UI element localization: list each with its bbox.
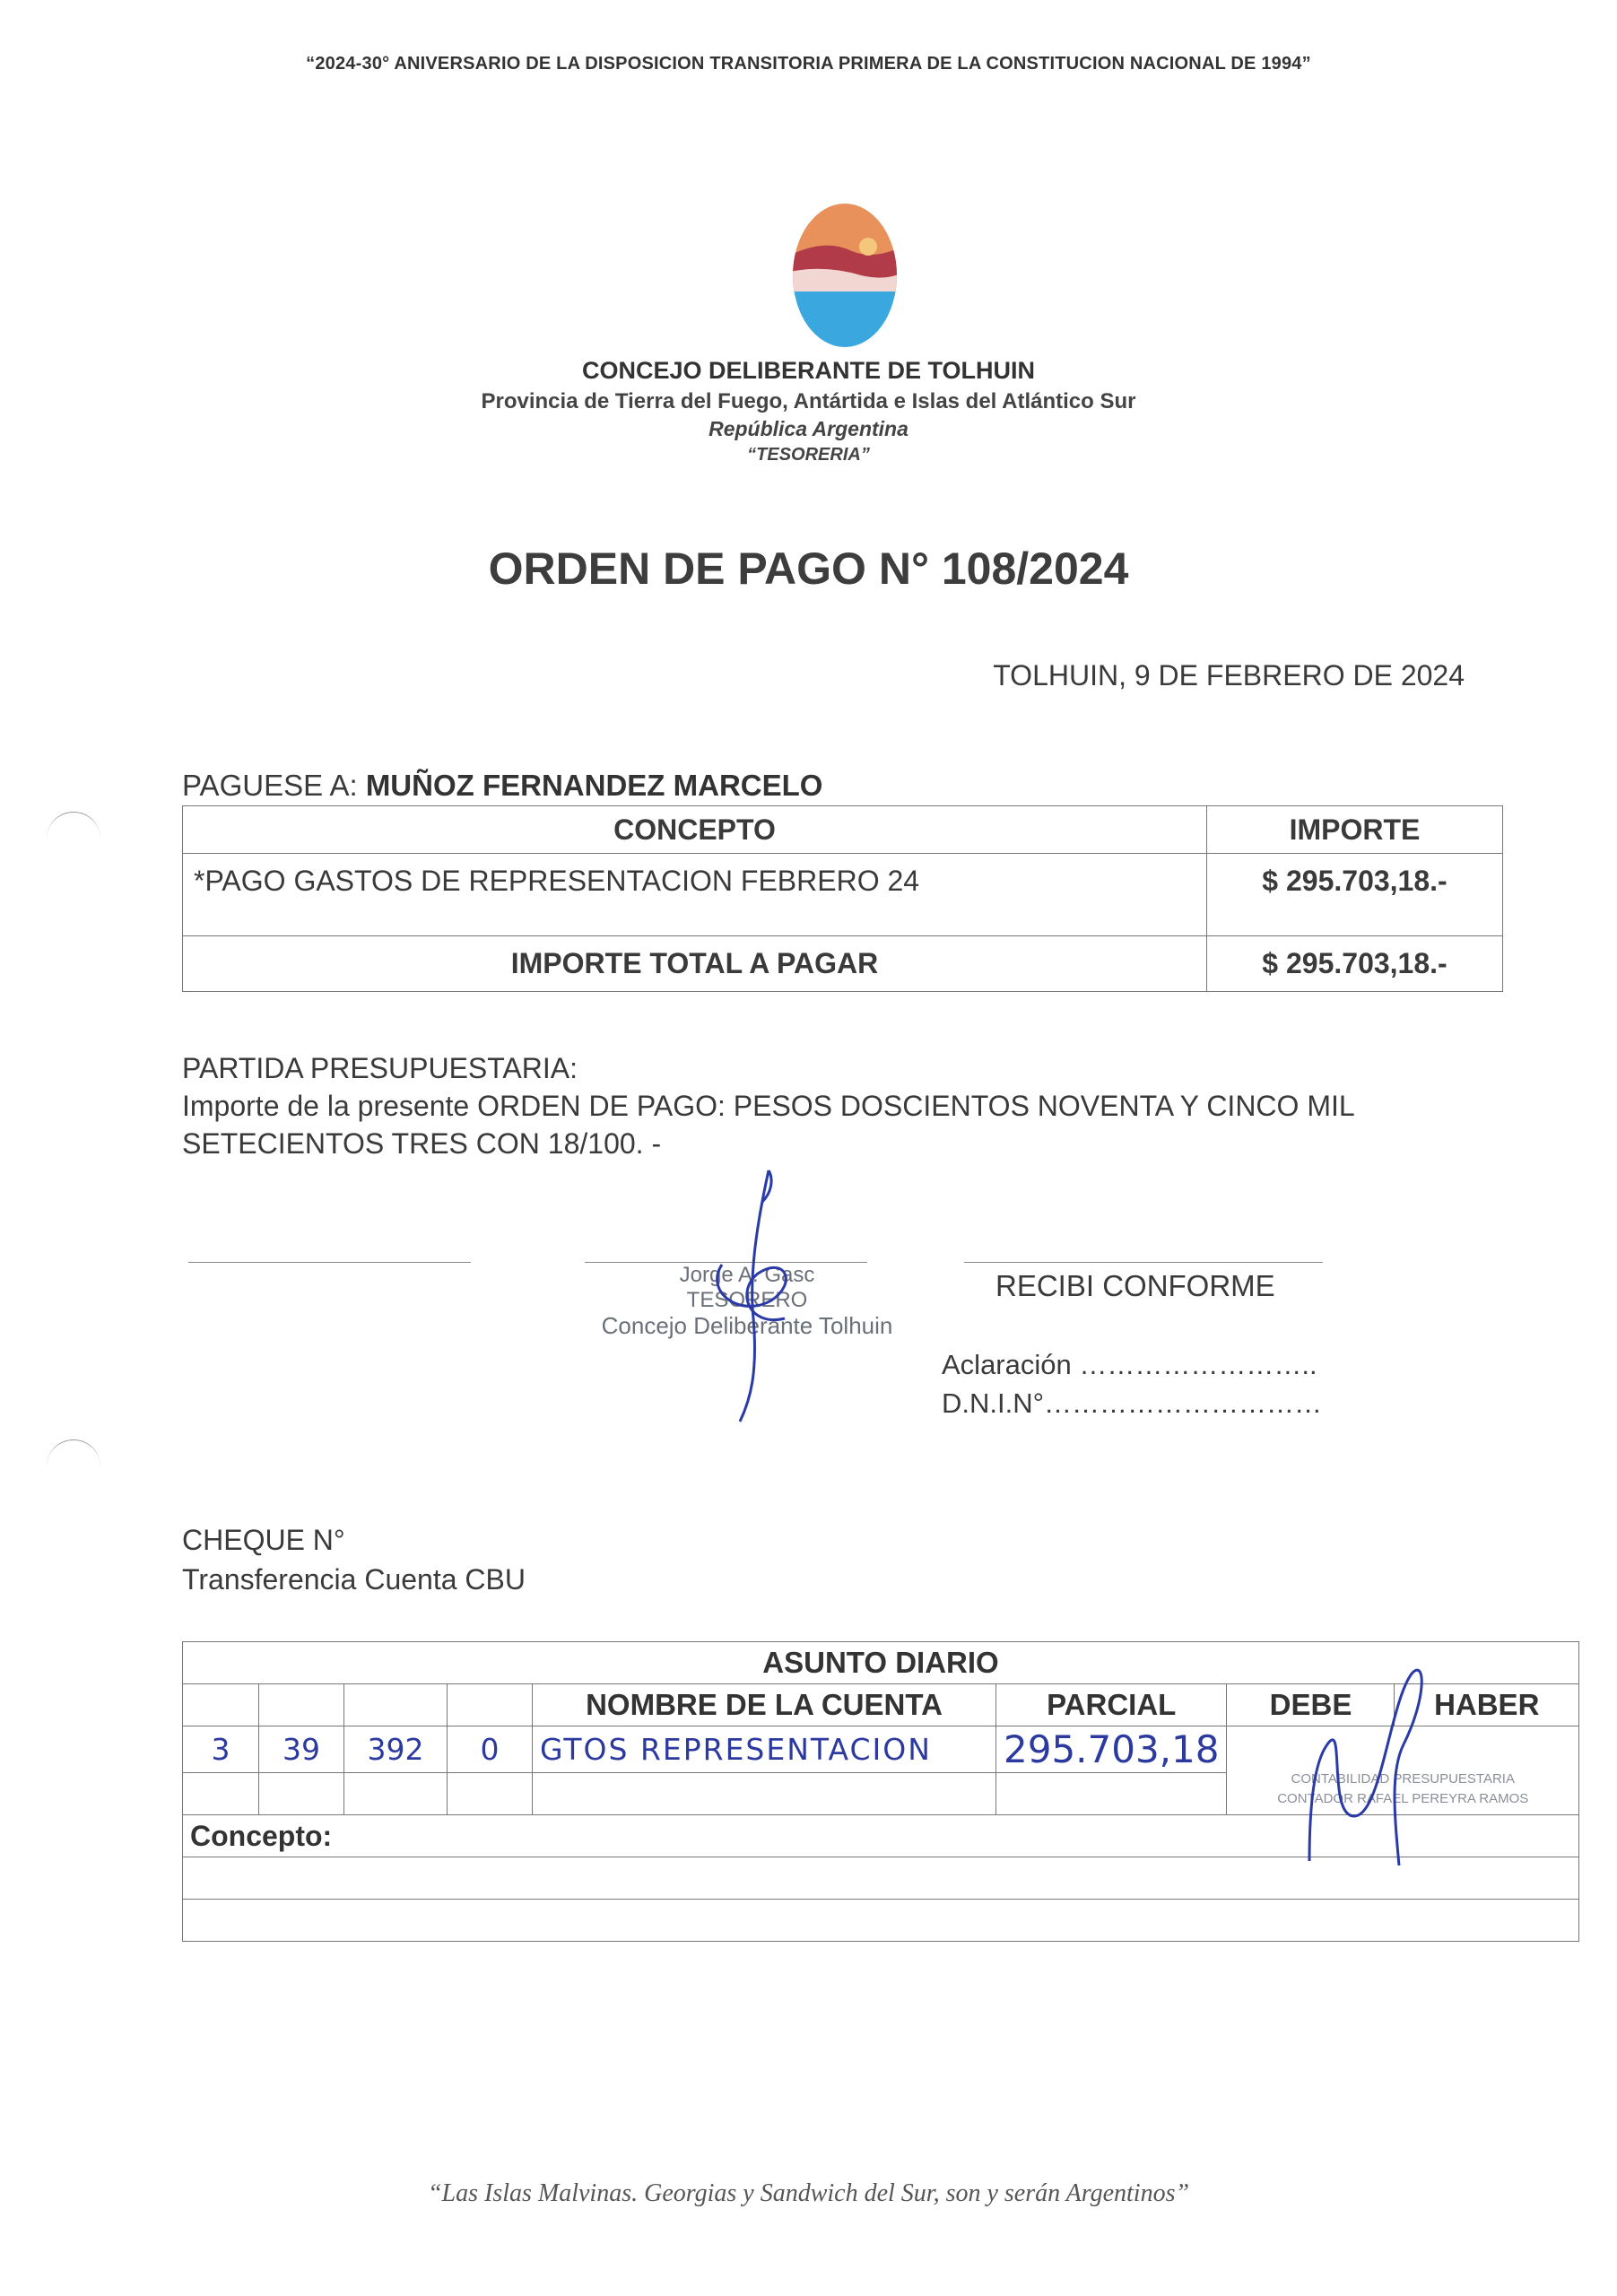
account-code-2: 39 <box>259 1726 344 1773</box>
stamp-role: TESORERO <box>686 1288 808 1312</box>
journal-col-empty <box>344 1684 448 1726</box>
journal-empty-cell <box>183 1773 259 1815</box>
account-code-4: 0 <box>448 1726 533 1773</box>
amount-in-words: Importe de la presente ORDEN DE PAGO: PESOS DOSCIENTOS NOVENTA Y CINCO MIL SETECIENTOS TRES CON 18/100. - <box>182 1090 1354 1160</box>
concept-cell: *PAGO GASTOS DE REPRESENTACION FEBRERO 24 <box>183 854 1207 936</box>
payee-name: MUÑOZ FERNANDEZ MARCELO <box>365 769 823 802</box>
journal-concept-label: Concepto: <box>183 1815 1579 1857</box>
debit-header: DEBE <box>1227 1684 1395 1726</box>
receiver-fields <box>942 1345 1322 1422</box>
receipt-label: RECIBI CONFORME <box>995 1269 1275 1302</box>
total-amount: $ 295.703,18.- <box>1207 936 1503 992</box>
journal-col-empty <box>448 1684 533 1726</box>
department-name: “TESORERIA” <box>747 445 870 465</box>
journal-empty-cell <box>996 1773 1227 1815</box>
council-logo <box>789 202 901 350</box>
journal-col-empty <box>259 1684 344 1726</box>
accounting-stamp-line2: CONTADOR RAFAEL PEREYRA RAMOS <box>1277 1791 1529 1806</box>
stamp-name: Jorge A. Gasc <box>679 1263 815 1287</box>
partial-amount: 295.703,18 <box>996 1726 1227 1773</box>
account-code-1: 3 <box>183 1726 259 1773</box>
stamp-org: Concejo Deliberante Tolhuin <box>601 1312 893 1339</box>
journal-empty-cell <box>448 1773 533 1815</box>
province-name: Provincia de Tierra del Fuego, Antártida e Islas del Atlántico Sur <box>481 389 1136 413</box>
punch-hole-mark <box>47 812 100 848</box>
footer-motto: “Las Islas Malvinas. Georgias y Sandwich del Sur, son y serán Argentinos” <box>427 2179 1190 2207</box>
payee-label: PAGUESE A: <box>182 769 366 802</box>
payee-line <box>182 769 822 803</box>
account-name-header: NOMBRE DE LA CUENTA <box>533 1684 996 1726</box>
payment-method <box>182 1520 526 1599</box>
id-number-field: D.N.I.N°………………………… <box>942 1387 1323 1419</box>
transfer-label: Transferencia Cuenta CBU <box>182 1563 526 1596</box>
clarification-field: Aclaración …………………….. <box>942 1349 1317 1380</box>
credit-header: HABER <box>1395 1684 1579 1726</box>
punch-hole-mark <box>47 1439 100 1476</box>
journal-empty-cell <box>259 1773 344 1815</box>
concept-header: CONCEPTO <box>183 806 1207 854</box>
amount-cell: $ 295.703,18.- <box>1207 854 1503 936</box>
signature-line-receiver <box>964 1262 1323 1263</box>
document-title: ORDEN DE PAGO N° 108/2024 <box>488 544 1129 594</box>
commemorative-banner: “2024-30° ANIVERSARIO DE LA DISPOSICION TRANSITORIA PRIMERA DE LA CONSTITUCION NACIONAL DE 1994” <box>306 54 1311 74</box>
total-label: IMPORTE TOTAL A PAGAR <box>183 936 1207 992</box>
journal-col-empty <box>183 1684 259 1726</box>
budget-section <box>182 1049 1482 1162</box>
signature-line-left <box>188 1262 471 1263</box>
treasurer-signature <box>686 1166 812 1426</box>
journal-empty-cell <box>533 1773 996 1815</box>
issue-date: TOLHUIN, 9 DE FEBRERO DE 2024 <box>993 659 1465 691</box>
journal-title: ASUNTO DIARIO <box>183 1642 1579 1684</box>
journal-empty-cell <box>344 1773 448 1815</box>
partial-header: PARCIAL <box>996 1684 1227 1726</box>
accountant-signature <box>1291 1664 1435 1870</box>
amount-header: IMPORTE <box>1207 806 1503 854</box>
accounting-stamp-line1: CONTABILIDAD PRESUPUESTARIA <box>1291 1771 1515 1787</box>
org-name: CONCEJO DELIBERANTE DE TOLHUIN <box>581 357 1036 384</box>
budget-label: PARTIDA PRESUPUESTARIA: <box>182 1052 578 1084</box>
journal-concept-line <box>183 1900 1579 1942</box>
republic-name: República Argentina <box>709 417 908 440</box>
account-name: GTOS REPRESENTACION <box>533 1726 996 1773</box>
concept-table <box>182 805 1503 992</box>
account-code-3: 392 <box>344 1726 448 1773</box>
cheque-label: CHEQUE N° <box>182 1524 345 1556</box>
